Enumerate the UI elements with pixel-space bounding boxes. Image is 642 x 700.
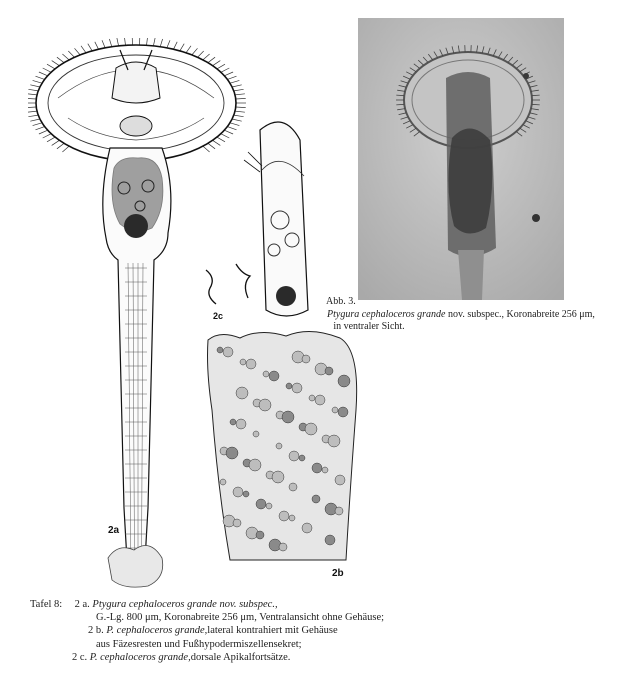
figure-2c-label: 2c bbox=[213, 311, 224, 321]
figure-2a-label: 2a bbox=[108, 525, 120, 536]
caption-2c-species: P. cephaloceros grande, bbox=[89, 651, 191, 663]
plate-caption-row bbox=[30, 624, 384, 637]
caption-2c-number: 2 c. bbox=[72, 651, 88, 663]
caption-2a-number: 2 a. bbox=[74, 599, 90, 610]
caption-2c-rest: dorsale Apikalfortsätze. bbox=[190, 651, 291, 663]
photo-figure-number: Abb. 3. bbox=[326, 296, 356, 307]
caption-2b-rest: lateral kontrahiert mit Gehäuse bbox=[207, 625, 338, 637]
micrograph-photo bbox=[358, 18, 564, 300]
caption-2b-number: 2 b. bbox=[88, 625, 104, 637]
figure-2b-drawing bbox=[200, 110, 370, 588]
figure-2c-drawing bbox=[196, 258, 266, 328]
plate-caption bbox=[30, 598, 384, 664]
caption-2a-species: Ptygura cephaloceros grande nov. subspec., bbox=[92, 599, 278, 610]
plate-caption-row bbox=[30, 651, 384, 664]
figure-2b-label: 2b bbox=[332, 568, 344, 579]
plate-label: Tafel 8: bbox=[30, 599, 63, 610]
caption-2a-details: G.-Lg. 800 μm, Koronabreite 256 μm, Ventralansicht ohne Gehäuse; bbox=[96, 612, 385, 624]
caption-2b-details: aus Fäzesresten und Fußhypodermiszellensekret; bbox=[96, 638, 302, 650]
photo-caption-species: Ptygura cephaloceros grande bbox=[327, 309, 446, 320]
photo-caption-line2: in ventraler Sicht. bbox=[333, 321, 405, 332]
photo-caption-line1 bbox=[327, 309, 595, 321]
plate-caption-row bbox=[30, 598, 384, 611]
photo-caption-line1-rest: nov. subspec., Koronabreite 256 μm, bbox=[445, 309, 595, 320]
caption-2b-species: P. cephaloceros grande, bbox=[106, 625, 208, 637]
